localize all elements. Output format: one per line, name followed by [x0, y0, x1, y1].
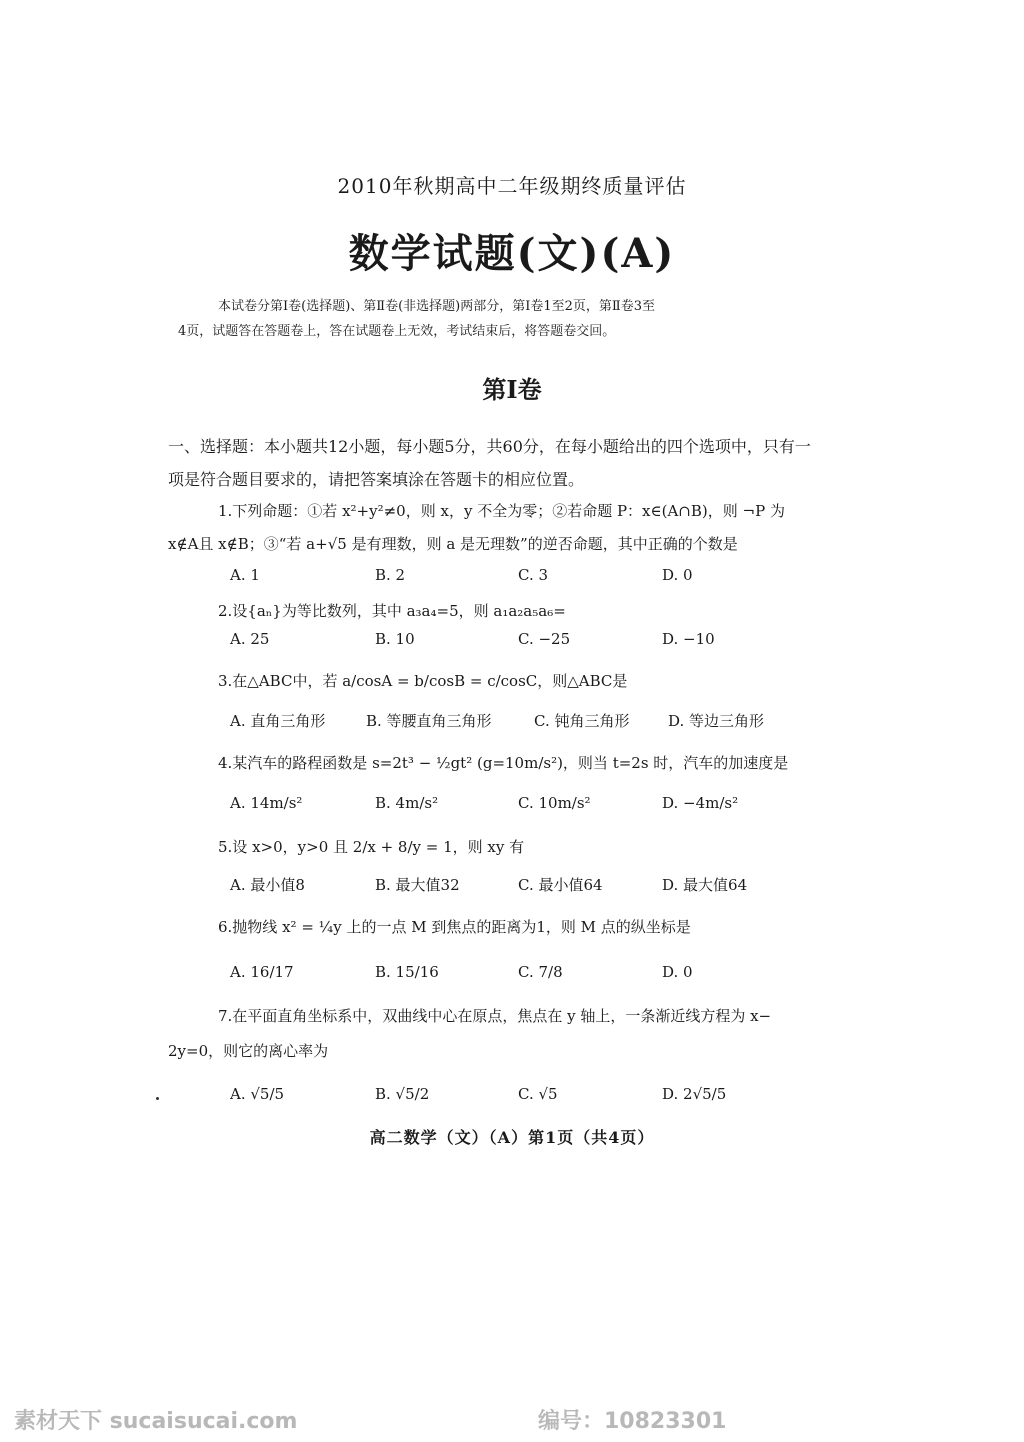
question-3-option-b: B. 等腰直角三角形 [366, 712, 492, 730]
exam-title: 数学试题(文)(A) [348, 230, 676, 277]
question-7-stem-line-1: 7.在平面直角坐标系中，双曲线中心在原点，焦点在 y 轴上，一条渐近线方程为 x− [218, 1007, 772, 1025]
question-6-option-c: C. 7/8 [518, 963, 563, 981]
question-1-option-b: B. 2 [375, 566, 406, 584]
scan-speck [156, 1097, 159, 1100]
question-1-option-d: D. 0 [662, 566, 693, 584]
question-6-stem: 6.抛物线 x² = ¼y 上的一点 M 到焦点的距离为1，则 M 点的纵坐标是 [218, 918, 691, 936]
instruction-line-1: 一、选择题：本小题共12小题，每小题5分，共60分，在每小题给出的四个选项中，只有一 [168, 437, 811, 456]
question-3-option-d: D. 等边三角形 [668, 712, 765, 730]
question-3-stem: 3.在△ABC中，若 a/cosA = b/cosB = c/cosC，则△ABC是 [218, 672, 628, 690]
question-1-option-a: A. 1 [230, 566, 260, 584]
question-2-option-a: A. 25 [230, 630, 270, 648]
question-6-option-d: D. 0 [662, 963, 693, 981]
question-5-option-d: D. 最大值64 [662, 876, 748, 894]
question-3-option-c: C. 钝角三角形 [534, 712, 630, 730]
question-4-option-b: B. 4m/s² [375, 794, 439, 812]
question-1-option-c: C. 3 [518, 566, 549, 584]
watermark-code: 编号：10823301 [538, 1409, 727, 1434]
question-6-option-a: A. 16/17 [230, 963, 294, 981]
intro-line-2: 4页，试题答在答题卷上，答在试题卷上无效，考试结束后，将答题卷交回。 [178, 324, 616, 339]
question-4-stem: 4.某汽车的路程函数是 s=2t³ − ½gt² (g=10m/s²)，则当 t=2s 时，汽车的加速度是 [218, 754, 789, 772]
instruction-line-2: 项是符合题目要求的，请把答案填涂在答题卡的相应位置。 [168, 470, 585, 489]
page-footer: 高二数学（文）（A）第1页（共4页） [369, 1128, 655, 1147]
question-2-option-b: B. 10 [375, 630, 415, 648]
question-4-option-c: C. 10m/s² [518, 794, 591, 812]
question-2-option-d: D. −10 [662, 630, 715, 648]
question-5-stem: 5.设 x>0，y>0 且 2/x + 8/y = 1，则 xy 有 [218, 838, 525, 856]
question-6-option-b: B. 15/16 [375, 963, 439, 981]
question-1-stem-line-2: x∉A且 x∉B；③“若 a+√5 是有理数，则 a 是无理数”的逆否命题，其中正确的个数是 [168, 535, 738, 553]
question-2-stem: 2.设{aₙ}为等比数列，其中 a₃a₄=5，则 a₁a₂a₅a₆= [218, 602, 566, 620]
question-2-option-c: C. −25 [518, 630, 571, 648]
question-7-option-a: A. √5/5 [230, 1085, 285, 1103]
question-5-option-b: B. 最大值32 [375, 876, 460, 894]
question-4-option-d: D. −4m/s² [662, 794, 739, 812]
question-7-option-d: D. 2√5/5 [662, 1085, 727, 1103]
question-7-option-c: C. √5 [518, 1085, 558, 1103]
question-7-stem-line-2: 2y=0，则它的离心率为 [168, 1042, 329, 1060]
section-heading: 第Ⅰ卷 [482, 375, 542, 404]
question-7-option-b: B. √5/2 [375, 1085, 430, 1103]
question-4-option-a: A. 14m/s² [230, 794, 303, 812]
question-3-option-a: A. 直角三角形 [230, 712, 326, 730]
exam-subtitle: 2010年秋期高中二年级期终质量评估 [337, 174, 687, 198]
watermark-site: 素材天下 sucaisucai.com [14, 1409, 298, 1434]
question-5-option-a: A. 最小值8 [230, 876, 305, 894]
question-5-option-c: C. 最小值64 [518, 876, 603, 894]
question-1-stem-line-1: 1.下列命题：①若 x²+y²≠0，则 x，y 不全为零；②若命题 P：x∈(A∩B)，则 ¬P 为 [218, 502, 785, 520]
intro-line-1: 本试卷分第Ⅰ卷(选择题)、第Ⅱ卷(非选择题)两部分，第Ⅰ卷1至2页，第Ⅱ卷3至 [218, 299, 656, 314]
